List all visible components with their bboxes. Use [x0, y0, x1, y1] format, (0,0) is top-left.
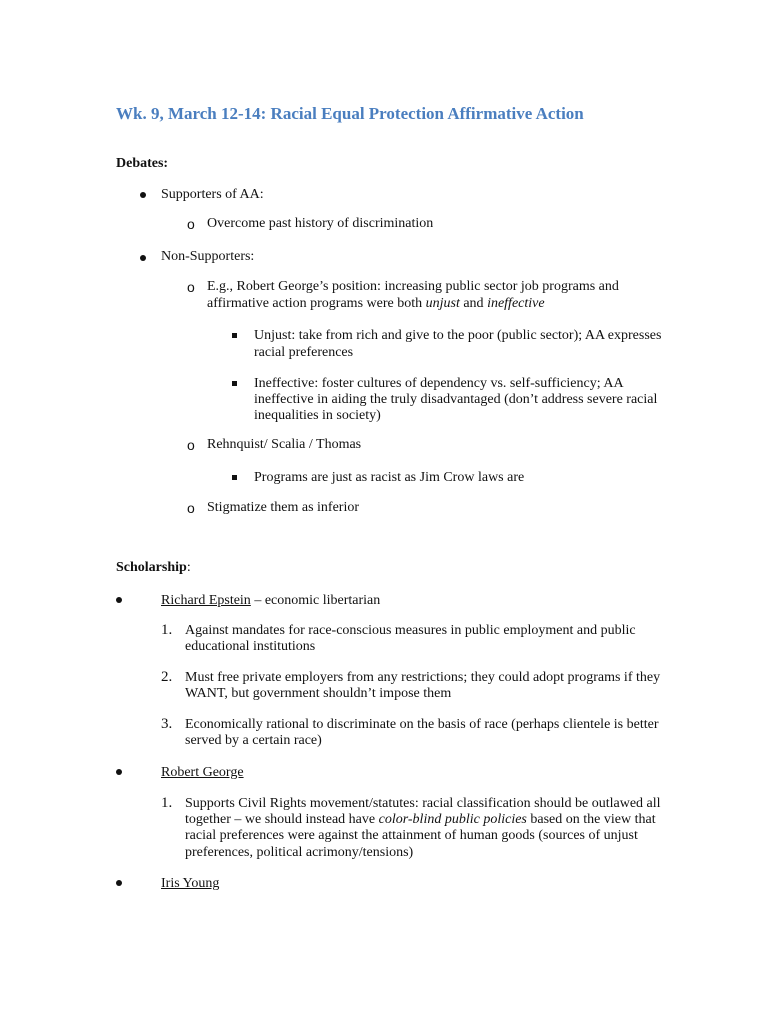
square-bullet-icon: [232, 333, 237, 338]
ineffective-emphasis: ineffective: [487, 296, 545, 311]
epstein-item2-line2: WANT, but government shouldn’t impose them: [185, 686, 452, 701]
square-bullet-icon: [232, 475, 237, 480]
page-title: Wk. 9, March 12-14: Racial Equal Protection Affirmative Action: [116, 104, 584, 123]
epstein-name: Richard Epstein: [161, 593, 251, 608]
square-bullet-icon: [232, 381, 237, 386]
george-item1-line3: racial preferences were against the attainment of human goods (sources of unjust: [185, 828, 638, 843]
george-name: Robert George: [161, 765, 244, 780]
unjust-emphasis: unjust: [425, 296, 460, 311]
young-name: Iris Young: [161, 876, 220, 891]
bullet-disc-icon: [140, 192, 146, 198]
debates-heading: Debates:: [116, 156, 169, 171]
ineffective-line3: inequalities in society): [254, 408, 381, 423]
george-position-line1: E.g., Robert George’s position: increasing public sector job programs and: [207, 279, 619, 294]
unjust-line1: Unjust: take from rich and give to the poor (public sector); AA expresses: [254, 328, 662, 343]
epstein-item1-line2: educational institutions: [185, 639, 316, 654]
epstein-item3-line2: served by a certain race): [185, 733, 322, 748]
circle-bullet-icon: o: [187, 437, 195, 453]
circle-bullet-icon: o: [187, 216, 195, 232]
george-entry: [161, 765, 244, 782]
george-position-line2: affirmative action programs were both unjust and ineffective: [207, 296, 545, 311]
color-blind-emphasis: color-blind public policies: [378, 812, 527, 827]
list-number: 1.: [161, 622, 173, 638]
unjust-line2: racial preferences: [254, 345, 354, 360]
george-item1-line2: together – we should instead have color-blind public policies based on the view that: [185, 812, 656, 827]
stigmatize-item: Stigmatize them as inferior: [207, 500, 360, 515]
epstein-entry: Richard Epstein – economic libertarian: [161, 593, 381, 608]
supporters-label: Supporters of AA:: [161, 187, 264, 202]
non-supporters-label: Non-Supporters:: [161, 249, 255, 264]
jim-crow-item: Programs are just as racist as Jim Crow laws are: [254, 470, 525, 485]
ineffective-line1: Ineffective: foster cultures of dependency vs. self-sufficiency; AA: [254, 376, 624, 391]
bullet-disc-icon: [116, 597, 122, 603]
rehnquist-label: Rehnquist/ Scalia / Thomas: [207, 437, 362, 452]
circle-bullet-icon: o: [187, 279, 195, 295]
young-entry: [161, 876, 219, 893]
scholarship-heading: Scholarship:: [116, 560, 191, 575]
bullet-disc-icon: [116, 880, 122, 886]
epstein-item3-line1: Economically rational to discriminate on the basis of race (perhaps clientele is better: [185, 717, 659, 732]
supporters-item: Overcome past history of discrimination: [207, 216, 434, 231]
epstein-item2-line1: Must free private employers from any restrictions; they could adopt programs if they: [185, 670, 661, 685]
epstein-item1-line1: Against mandates for race-conscious measures in public employment and public: [185, 623, 636, 638]
ineffective-line2: ineffective in aiding the truly disadvantaged (don’t address severe racial: [254, 392, 658, 407]
circle-bullet-icon: o: [187, 500, 195, 516]
bullet-disc-icon: [140, 255, 146, 261]
george-item1-line4: preferences, political acrimony/tensions): [185, 845, 414, 860]
list-number: 1.: [161, 795, 173, 811]
list-number: 2.: [161, 669, 173, 685]
bullet-disc-icon: [116, 769, 122, 775]
george-item1-line1: Supports Civil Rights movement/statutes: racial classification should be outlawed all: [185, 796, 661, 811]
list-number: 3.: [161, 716, 173, 732]
